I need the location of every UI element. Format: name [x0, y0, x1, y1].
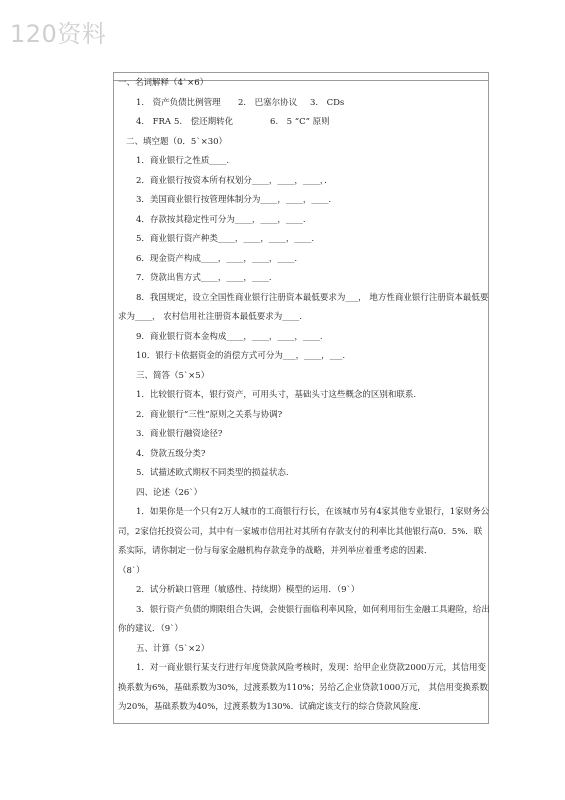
fill-item: 3．美国商业银行按管理体制分为____，____，____. — [136, 195, 332, 205]
fill-item: 9．商业银行资本金构成____，____，____，____. — [136, 331, 323, 342]
term-2: 2. 巴塞尔协议 — [238, 97, 298, 108]
essay-question-1-score: （8`） — [118, 565, 145, 576]
fill-item: 2．商业银行按资本所有权划分____，____，____，． — [136, 175, 333, 186]
exam-content — [118, 74, 490, 718]
section-2-title: 二、填空题（0．5`×30） — [126, 136, 228, 147]
fill-item-long: 8．我国规定，设立全国性商业银行注册资本最低要求为___， 地方性商业银行注册资本最低要求为____， 农村信用社注册资本最低要求为____. — [118, 292, 489, 322]
section-3-title: 三、简答（5`×5） — [136, 370, 210, 381]
essay-question-3: 3．银行资产负债的期限组合失调，会使银行面临利率风险，如何利用衍生金融工具避险，给出你的建议．（9`） — [118, 604, 490, 634]
terms-row-1 — [118, 94, 490, 114]
term-3: 3. CDs — [310, 97, 345, 108]
term-1: 1. 资产负债比例管理 — [136, 97, 221, 108]
short-answer-item: 2．商业银行“三性”原则之关系与协调? — [136, 409, 283, 420]
term-5: 5. 偿还期转化 — [174, 117, 234, 127]
short-answer-item: 3．商业银行融资途径? — [136, 429, 223, 439]
term-6: 6. 5 “C” 原则 — [270, 117, 330, 127]
short-answer-item: 4．贷款五级分类? — [136, 448, 206, 459]
fill-item: 10．银行卡依据资金的消偿方式可分为___，____，___. — [136, 351, 346, 361]
fill-item: 7．贷款出售方式____，____，____. — [136, 273, 272, 283]
section-1-title: 一、名词解释（4`×6） — [118, 78, 209, 88]
essay-question-1: 1．如果你是一个只有2万人城市的工商银行行长，在该城市另有4家其他专业银行，1家财务公司，2家信托投资公司，其中有一家城市信用社对其所有存款支付的利率比其他银行高0．5%．联系实际，请你制定一份与每家金融机构存款竞争的战略，并列举应着重考虑的因素． — [118, 507, 490, 556]
section-4-title: 四、论述（26`） — [136, 487, 203, 498]
watermark-logo: 120资料 — [10, 20, 107, 48]
short-answer-item: 1．比较银行资本，银行资产，可用头寸，基础头寸这些概念的区别和联系. — [136, 390, 417, 400]
fill-item: 5．商业银行资产种类____，____，____，____. — [136, 234, 315, 244]
fill-item: 1．商业银行之性质____. — [136, 156, 230, 166]
essay-question-2: 2．试分析缺口管理（敏感性、持续期）模型的运用．（9`） — [136, 585, 360, 595]
calc-question-1: 1．对一商业银行某支行进行年度贷款风险考核时，发现：给甲企业贷款2000万元，其信用变换系数为6%，基础系数为30%，过渡系数为110%；另给乙企业贷款1000万元， 其信用变换系数为20%，基础系数为40%，过渡系数为130%．试确定该支行的综合贷款风险度. — [118, 663, 489, 712]
fill-item: 6．现金资产构成____，____，____，____. — [136, 253, 298, 264]
short-answer-item: 5．试描述欧式期权不同类型的损益状态. — [136, 468, 289, 478]
terms-row-2 — [118, 113, 490, 133]
section-5-title: 五、计算（5`×2） — [136, 643, 210, 654]
term-4: 4. FRA — [136, 117, 172, 127]
fill-item: 4．存款按其稳定性可分为____，____，____. — [136, 214, 306, 225]
